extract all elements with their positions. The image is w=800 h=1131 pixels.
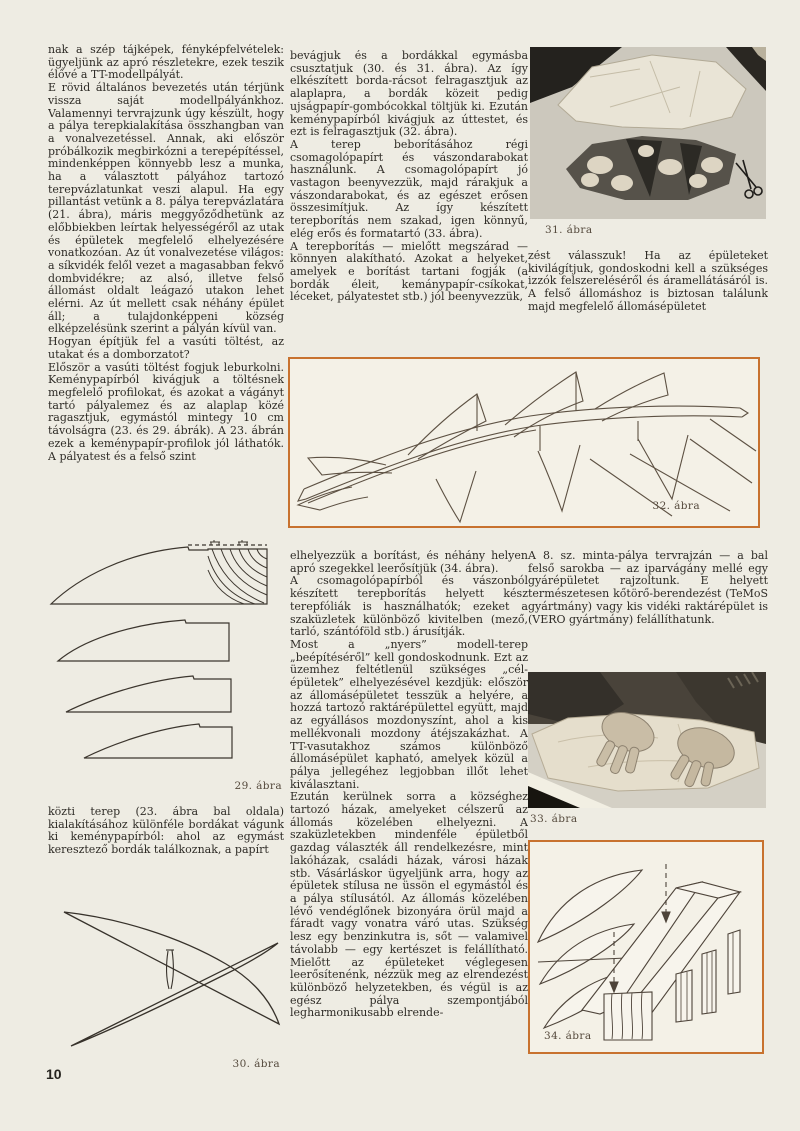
paragraph: Először a vasúti töltést fogjuk leburkolni. Keménypapírból kivágjuk a töltésnek megfelelő profilokat, és azokat a vágányt tartó pályalemez és az alaplap közé ragasztjuk, egymástól mintegy 10 cm távolságra (23. és 29. ábrák). A 23. ábrán ezek a keménypapír-profilok jól láthatók. A pályatest és a felső szint <box>48 360 284 463</box>
paragraph: zést válasszuk! Ha az épületeket kivilágítjuk, gondoskodni kell a szükséges izzók felszereléséről és áramellátásáról is. A felső állomáshoz is biztosan találunk majd megfelelő állomásépületet <box>528 250 768 313</box>
middle-column-bottom-text <box>290 550 528 1078</box>
page-number: 10 <box>46 1066 62 1082</box>
figure-30-crossed-ribs-drawing <box>48 876 292 1056</box>
middle-column-top-text <box>290 50 528 350</box>
paragraph: közti terep (23. ábra bal oldala) kialakításához különféle bordákat vágunk ki keménypapírból: ahol az egymást keresztező bordák találkoznak, a papírt <box>48 806 284 857</box>
figure-34-caption: 34. ábra <box>544 1030 592 1042</box>
figure-29-profiles-drawing <box>48 540 286 778</box>
paragraph: A 8. sz. minta-pálya tervrajzán — a bal felső sarokba — az iparvágány mellé egy gyárépületet rajzoltunk. E helyett természetesen kőtörő-berendezést (TeMoS gyártmány) vagy kis vidéki raktárépület is (VERO gyártmány) felállíthatunk. <box>528 550 768 626</box>
left-column-top-text <box>48 44 284 518</box>
figure-29-caption: 29. ábra <box>234 780 282 792</box>
paragraph: Hogyan építjük fel a vasúti töltést, az utakat és a domborzatot? <box>48 335 284 361</box>
figure-32-box <box>288 357 760 528</box>
figure-30-caption: 30. ábra <box>232 1058 280 1070</box>
figure-34-ramp-drawing <box>530 842 762 1052</box>
left-column-bottom-text <box>48 806 284 862</box>
paragraph: E rövid általános bevezetés után térjünk vissza saját modellpályánkhoz. Valamennyi tervrajzunk úgy készült, hogy a pálya terepkialakítása összhangban van a vonalvezetéssel. Annak, aki először próbálkozik megbirkózni a terepépítéssel, mindenképpen könnyebb lesz a munka, ha a választott pályához tartozó terepvázlatunkat veszi alapul. Ha egy pillantást vetünk a 8. pálya terepvázlatára (21. ábra), máris meggyőződhetünk az előbbiekben leírtak helyességéről az utak és épületek megfelelő elhelyezésére vonatkozóan. Az út vonalvezetése világos: a síkvidék felől vezet a magasabban fekvő dombvidékre; az alsó, illetve felső állomást oldalt leágazó utakon lehet elérni. Az út mellett csak néhány épület áll; a tulajdonképpeni község elképzelésünk szerint a pályán kívül van. <box>48 81 284 336</box>
figure-31-caption: 31. ábra <box>545 224 593 236</box>
right-column-top-text <box>528 250 768 336</box>
paragraph: A terep beborításához régi csomagolópapírt és vászondarabokat használunk. A csomagolópapírt jó vastagon beenyvezzük, majd rárakjuk a vászondarabokat, és az egészet erősen összesimítjuk. Az így készített terepborítás nem szakad, igen könnyű, elég erős és formatartó (33. ábra). <box>290 137 528 240</box>
figure-34-box <box>528 840 764 1054</box>
paragraph: elhelyezzük a borítást, és néhány helyen apró szegekkel leerősítjük (34. ábra). <box>290 550 528 575</box>
paragraph: A terepborítás — mielőtt megszárad — könnyen alakítható. Azokat a helyeket, amelyek e borítást tartani fogják (a bordák éleit, kemánypapír-csíkokat, léceket, pályatestet stb.) jól beenyvezzük, <box>290 239 528 304</box>
figure-33-caption: 33. ábra <box>530 813 578 825</box>
paragraph: Ezután kerülnek sorra a községhez tartozó házak, amelyeket célszerű az állomás közelében elhelyezni. A szaküzletekben mindenféle épületből gazdag választék áll rendelkezésre, mint lakóházak, családi házak, városi házak stb. Vásárláskor ügyeljünk arra, hogy az épületek stílusa ne üssön el egymástól és a pálya stílusától. Az állomás közelében lévő vendéglőnek bizonyára örül majd a fáradt vagy vonatra váró utas. Szükség lesz egy benzinkutra is, sőt — valamivel távolabb — egy kertészet is felállítható. Mielőtt az épületeket véglegesen leerősítenénk, nézzük meg az elrendezést különböző helyzetekben, és végül is az egész pálya szempontjából legharmonikusabb elrende- <box>290 790 528 1020</box>
figure-31-photo <box>530 47 766 219</box>
right-column-mid-text <box>528 550 768 662</box>
figure-32-caption: 32. ábra <box>652 500 700 512</box>
paragraph: Most a „nyers” modell-terep „beépítéséről” kell gondoskodnunk. Ezt az üzemhez feltétlenül szükséges „cél-épületek” elhelyezésével kezdjük: először az állomásépületet tesszük a helyére, a hozzá tartozó raktárépülettel együtt, majd az egyállásos mozdonyszínt, ahol a kis mellékvonali mozdony átéjszakázhat. A TT-vasutakhoz számos különböző állomásépület kapható, amelyek közül a pálya jellegéhez legjobban illőt lehet kiválasztani. <box>290 637 528 791</box>
paragraph: nak a szép tájképek, fényképfelvételek: ügyeljünk az apró részletekre, ezek teszik élővé a TT-modellpályát. <box>48 44 284 82</box>
paragraph: A csomagolópapírból és vászonból készített terepborítás helyett kész terepfóliák is használhatók; ezeket a szaküzletek különböző kivitelben (mező, tarló, szántóföld stb.) árusítják. <box>290 574 528 639</box>
paragraph: bevágjuk és a bordákkal egymásba csusztatjuk (30. és 31. ábra). Az így elkészített borda-rácsot felragasztjuk az alaplapra, a bordák közeit pedig ujságpapír-gombócokkal töltjük ki. Ezután keménypapírból kivágjuk az úttestet, és ezt is felragasztjuk (32. ábra). <box>290 50 528 139</box>
figure-33-photo <box>528 672 766 808</box>
